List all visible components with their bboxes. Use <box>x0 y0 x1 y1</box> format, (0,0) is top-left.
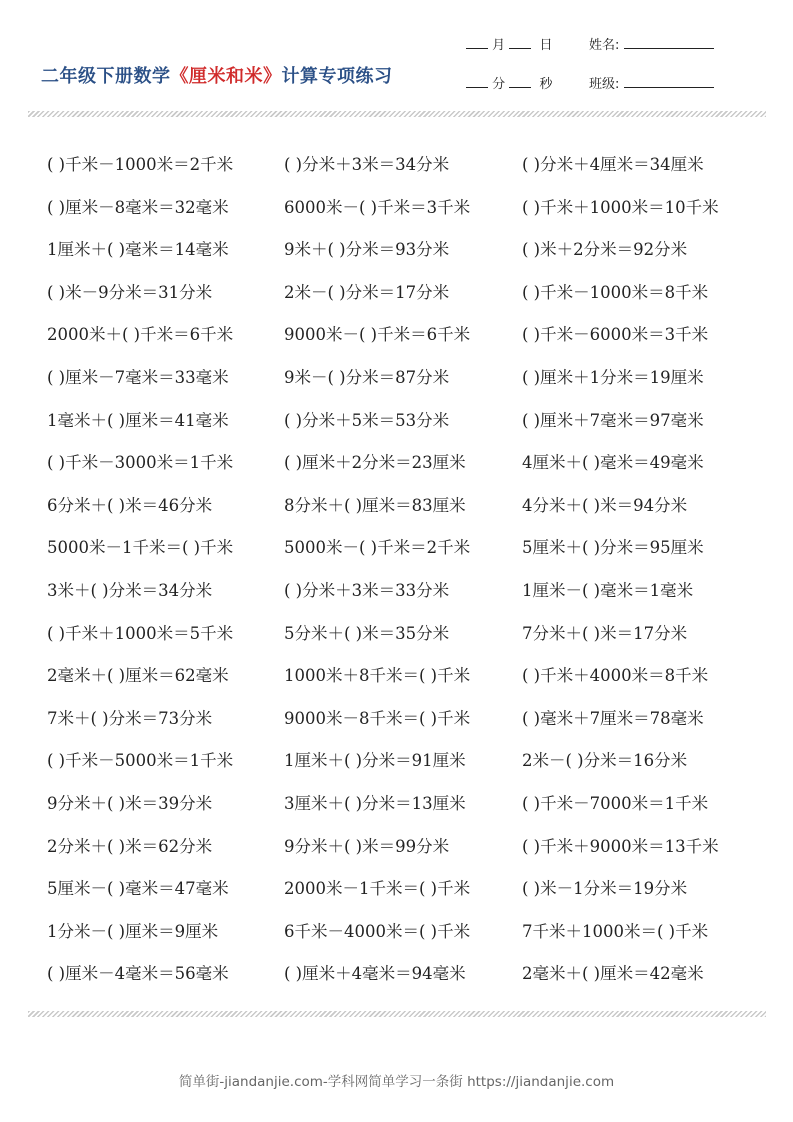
problem-row <box>0 832 793 862</box>
problem-row <box>0 704 793 734</box>
problem-item: ( )分米＋5米＝53分米 <box>284 410 450 430</box>
footer-text: 简单街-jiandanjie.com-学科网简单学习一条街 https://jiandanjie.com <box>178 1074 615 1090</box>
day-label: 日 <box>539 38 553 53</box>
problem-item: 9000米－8千米＝( )千米 <box>284 708 471 728</box>
problem-item: ( )米－1分米＝19分米 <box>522 879 688 899</box>
problem-row <box>0 448 793 478</box>
problem-item: ( )千米－6000米＝3千米 <box>522 325 709 345</box>
problem-item: 5厘米－( )毫米＝47毫米 <box>47 879 229 899</box>
problem-item: 2000米＋( )千米＝6千米 <box>47 325 234 345</box>
problem-item: 9米－( )分米＝87分米 <box>284 368 450 387</box>
problem-item: 9米＋( )分米＝93分米 <box>284 240 450 260</box>
problem-item: ( )厘米－4毫米＝56毫米 <box>47 964 229 984</box>
problem-item: 6分米＋( )米＝46分米 <box>47 495 213 515</box>
problem-item: 4分米＋( )米＝94分米 <box>522 495 688 515</box>
problem-row <box>0 278 793 308</box>
minute-blank[interactable] <box>466 75 488 88</box>
title-part-1: 二年级下册数学 <box>41 66 171 87</box>
problem-row <box>0 533 793 563</box>
problem-item: ( )千米＋9000米＝13千米 <box>522 836 719 856</box>
problem-row <box>0 235 793 265</box>
second-label: 秒 <box>539 77 553 92</box>
problem-row <box>0 193 793 223</box>
problem-item: ( )千米－3000米＝1千米 <box>47 453 234 473</box>
problem-item: ( )分米＋3米＝34分米 <box>284 155 450 174</box>
problem-item: 5000米－1千米＝( )千米 <box>47 538 234 558</box>
problem-item: ( )米＋2分米＝92分米 <box>522 240 688 260</box>
problem-item: 5分米＋( )米＝35分米 <box>284 623 450 643</box>
problem-row <box>0 576 793 606</box>
problem-item: 6000米－( )千米＝3千米 <box>284 197 471 217</box>
top-divider <box>28 111 766 117</box>
problem-row <box>0 746 793 776</box>
name-label: 姓名: <box>589 38 620 53</box>
problem-row <box>0 320 793 350</box>
problem-row <box>0 789 793 819</box>
problem-item: 1分米－( )厘米＝9厘米 <box>47 921 219 941</box>
month-label: 月 <box>492 38 506 53</box>
problem-row <box>0 874 793 904</box>
bottom-divider <box>28 1011 766 1017</box>
problem-item: ( )厘米＋4毫米＝94毫米 <box>284 964 466 984</box>
problem-item: 1厘米＋( )分米＝91厘米 <box>284 751 466 771</box>
class-blank[interactable] <box>624 75 714 88</box>
problem-item: 3米＋( )分米＝34分米 <box>47 581 213 600</box>
name-line <box>589 34 714 53</box>
problem-item: 6千米－4000米＝( )千米 <box>284 921 471 941</box>
day-blank[interactable] <box>509 36 531 49</box>
page-title <box>41 62 393 88</box>
problem-item: 1厘米＋( )毫米＝14毫米 <box>47 240 229 260</box>
problem-item: ( )厘米－7毫米＝33毫米 <box>47 368 229 387</box>
problem-item: 2米－( )分米＝17分米 <box>284 282 450 302</box>
problem-row <box>0 619 793 649</box>
name-blank[interactable] <box>624 36 714 49</box>
problem-item: 9000米－( )千米＝6千米 <box>284 325 471 345</box>
problem-item: ( )千米－5000米＝1千米 <box>47 751 234 771</box>
problem-item: 2毫米＋( )厘米＝42毫米 <box>522 964 704 984</box>
problem-item: ( )千米＋4000米＝8千米 <box>522 666 709 686</box>
problem-item: 7米＋( )分米＝73分米 <box>47 708 213 728</box>
problem-item: ( )分米＋4厘米＝34厘米 <box>522 155 704 174</box>
problem-item: 3厘米＋( )分米＝13厘米 <box>284 794 466 813</box>
month-blank[interactable] <box>466 36 488 49</box>
problem-item: ( )毫米＋7厘米＝78毫米 <box>522 708 704 728</box>
problem-item: ( )分米＋3米＝33分米 <box>284 581 450 600</box>
problem-item: 4厘米＋( )毫米＝49毫米 <box>522 453 704 473</box>
problem-item: 1000米＋8千米＝( )千米 <box>284 666 471 686</box>
problem-item: 2分米＋( )米＝62分米 <box>47 836 213 856</box>
problem-item: 7千米＋1000米＝( )千米 <box>522 921 709 941</box>
problem-row <box>0 491 793 521</box>
problem-item: ( )厘米－8毫米＝32毫米 <box>47 197 229 217</box>
minute-label: 分 <box>492 77 506 92</box>
problem-row <box>0 150 793 180</box>
problem-row <box>0 959 793 989</box>
problem-row <box>0 406 793 436</box>
problem-item: ( )千米－7000米＝1千米 <box>522 794 709 813</box>
problem-row <box>0 363 793 393</box>
second-blank[interactable] <box>509 75 531 88</box>
class-label: 班级: <box>589 77 620 92</box>
problem-item: ( )千米＋1000米＝10千米 <box>522 197 719 217</box>
class-line <box>589 73 714 92</box>
problem-item: 7分米＋( )米＝17分米 <box>522 623 688 643</box>
problem-item: 1毫米＋( )厘米＝41毫米 <box>47 410 229 430</box>
date-line <box>466 34 552 53</box>
problem-item: ( )千米－1000米＝2千米 <box>47 155 234 174</box>
problem-item: 2毫米＋( )厘米＝62毫米 <box>47 666 229 686</box>
problem-row <box>0 917 793 947</box>
time-line <box>466 73 552 92</box>
problem-item: ( )千米＋1000米＝5千米 <box>47 623 234 643</box>
problem-item: 5厘米＋( )分米＝95厘米 <box>522 538 704 558</box>
problem-item: 5000米－( )千米＝2千米 <box>284 538 471 558</box>
problem-item: 2000米－1千米＝( )千米 <box>284 879 471 899</box>
problem-row <box>0 661 793 691</box>
problem-item: 8分米＋( )厘米＝83厘米 <box>284 495 466 515</box>
problem-item: ( )厘米＋7毫米＝97毫米 <box>522 410 704 430</box>
problem-item: ( )米－9分米＝31分米 <box>47 282 213 302</box>
problem-item: ( )厘米＋1分米＝19厘米 <box>522 368 704 387</box>
problem-item: ( )千米－1000米＝8千米 <box>522 282 709 302</box>
title-part-2: 《厘米和米》 <box>170 66 282 87</box>
problem-item: 1厘米－( )毫米＝1毫米 <box>522 581 694 600</box>
problem-item: ( )厘米＋2分米＝23厘米 <box>284 453 466 473</box>
problem-item: 9分米＋( )米＝99分米 <box>284 836 450 856</box>
problem-item: 2米－( )分米＝16分米 <box>522 751 688 771</box>
problem-item: 9分米＋( )米＝39分米 <box>47 794 213 813</box>
title-part-3: 计算专项练习 <box>281 66 393 87</box>
